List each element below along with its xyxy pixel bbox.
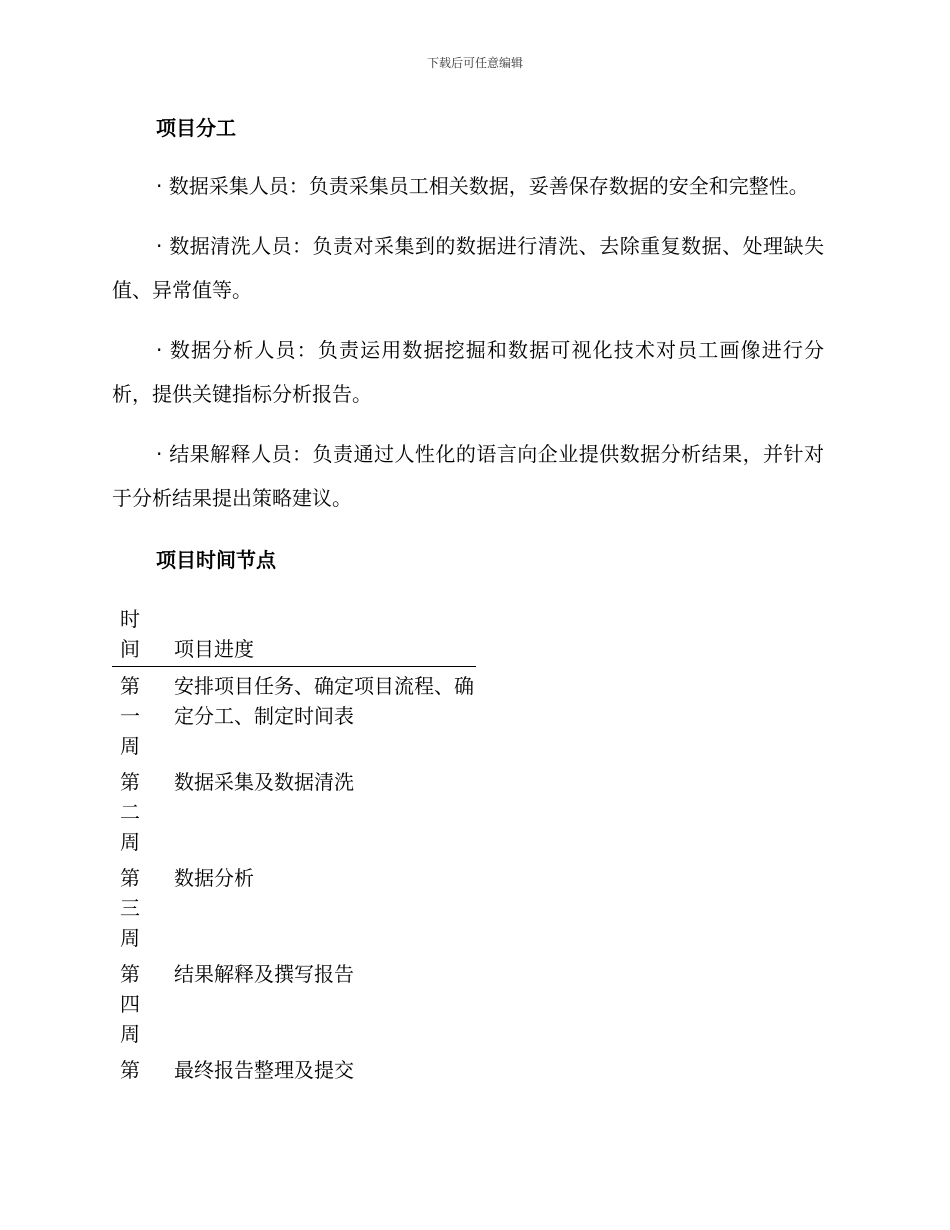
division-item-collection: · 数据采集人员：负责采集员工相关数据，妥善保存数据的安全和完整性。	[156, 174, 809, 198]
row-time-char: 第	[120, 770, 140, 794]
row-progress: 安排项目任务、确定项目流程、确定分工、制定时间表	[174, 674, 474, 728]
row-time-char: 周	[120, 1022, 140, 1046]
row-time-char: 周	[120, 830, 140, 854]
header-note: 下载后可任意编辑	[426, 56, 523, 70]
table-row	[112, 667, 476, 764]
row-time-char: 第	[120, 1058, 140, 1082]
document-content	[112, 112, 824, 1087]
row-time-char: 一	[120, 704, 140, 728]
table-row	[112, 859, 476, 955]
row-time-char: 二	[120, 800, 140, 824]
header-time-char: 间	[120, 637, 140, 661]
row-time	[112, 955, 174, 1051]
table-row	[112, 763, 476, 859]
row-time-char: 第	[120, 866, 140, 890]
row-progress: 最终报告整理及提交	[174, 1058, 354, 1082]
row-time-char: 第	[120, 674, 140, 698]
row-time	[112, 763, 174, 859]
table-header-row	[112, 604, 476, 667]
table-row	[112, 955, 476, 1051]
section-title-division: 项目分工	[156, 116, 236, 140]
row-time	[112, 859, 174, 955]
division-item-analysis: · 数据分析人员：负责运用数据挖掘和数据可视化技术对员工画像进行分析，提供关键指标分析报告。	[112, 338, 824, 406]
row-time-char: 周	[120, 734, 140, 758]
header-time-char: 时	[120, 607, 140, 631]
row-time-char: 周	[120, 926, 140, 950]
table-row	[112, 1051, 476, 1087]
division-item-cleaning: · 数据清洗人员：负责对采集到的数据进行清洗、去除重复数据、处理缺失值、异常值等。	[112, 234, 824, 302]
row-progress: 数据采集及数据清洗	[174, 770, 354, 794]
row-time-char: 四	[120, 992, 140, 1016]
row-time	[112, 1051, 174, 1087]
row-progress: 数据分析	[174, 866, 254, 890]
row-time	[112, 667, 174, 764]
row-progress: 结果解释及撰写报告	[174, 962, 354, 986]
division-item-interpretation: · 结果解释人员：负责通过人性化的语言向企业提供数据分析结果，并针对于分析结果提出策略建议。	[112, 442, 824, 510]
header-progress-label: 项目进度	[174, 637, 254, 661]
section-title-timeline: 项目时间节点	[156, 548, 276, 572]
header-time	[112, 604, 174, 667]
timeline-table	[112, 604, 476, 1087]
row-time-char: 三	[120, 896, 140, 920]
header-progress	[174, 604, 476, 667]
row-time-char: 第	[120, 962, 140, 986]
